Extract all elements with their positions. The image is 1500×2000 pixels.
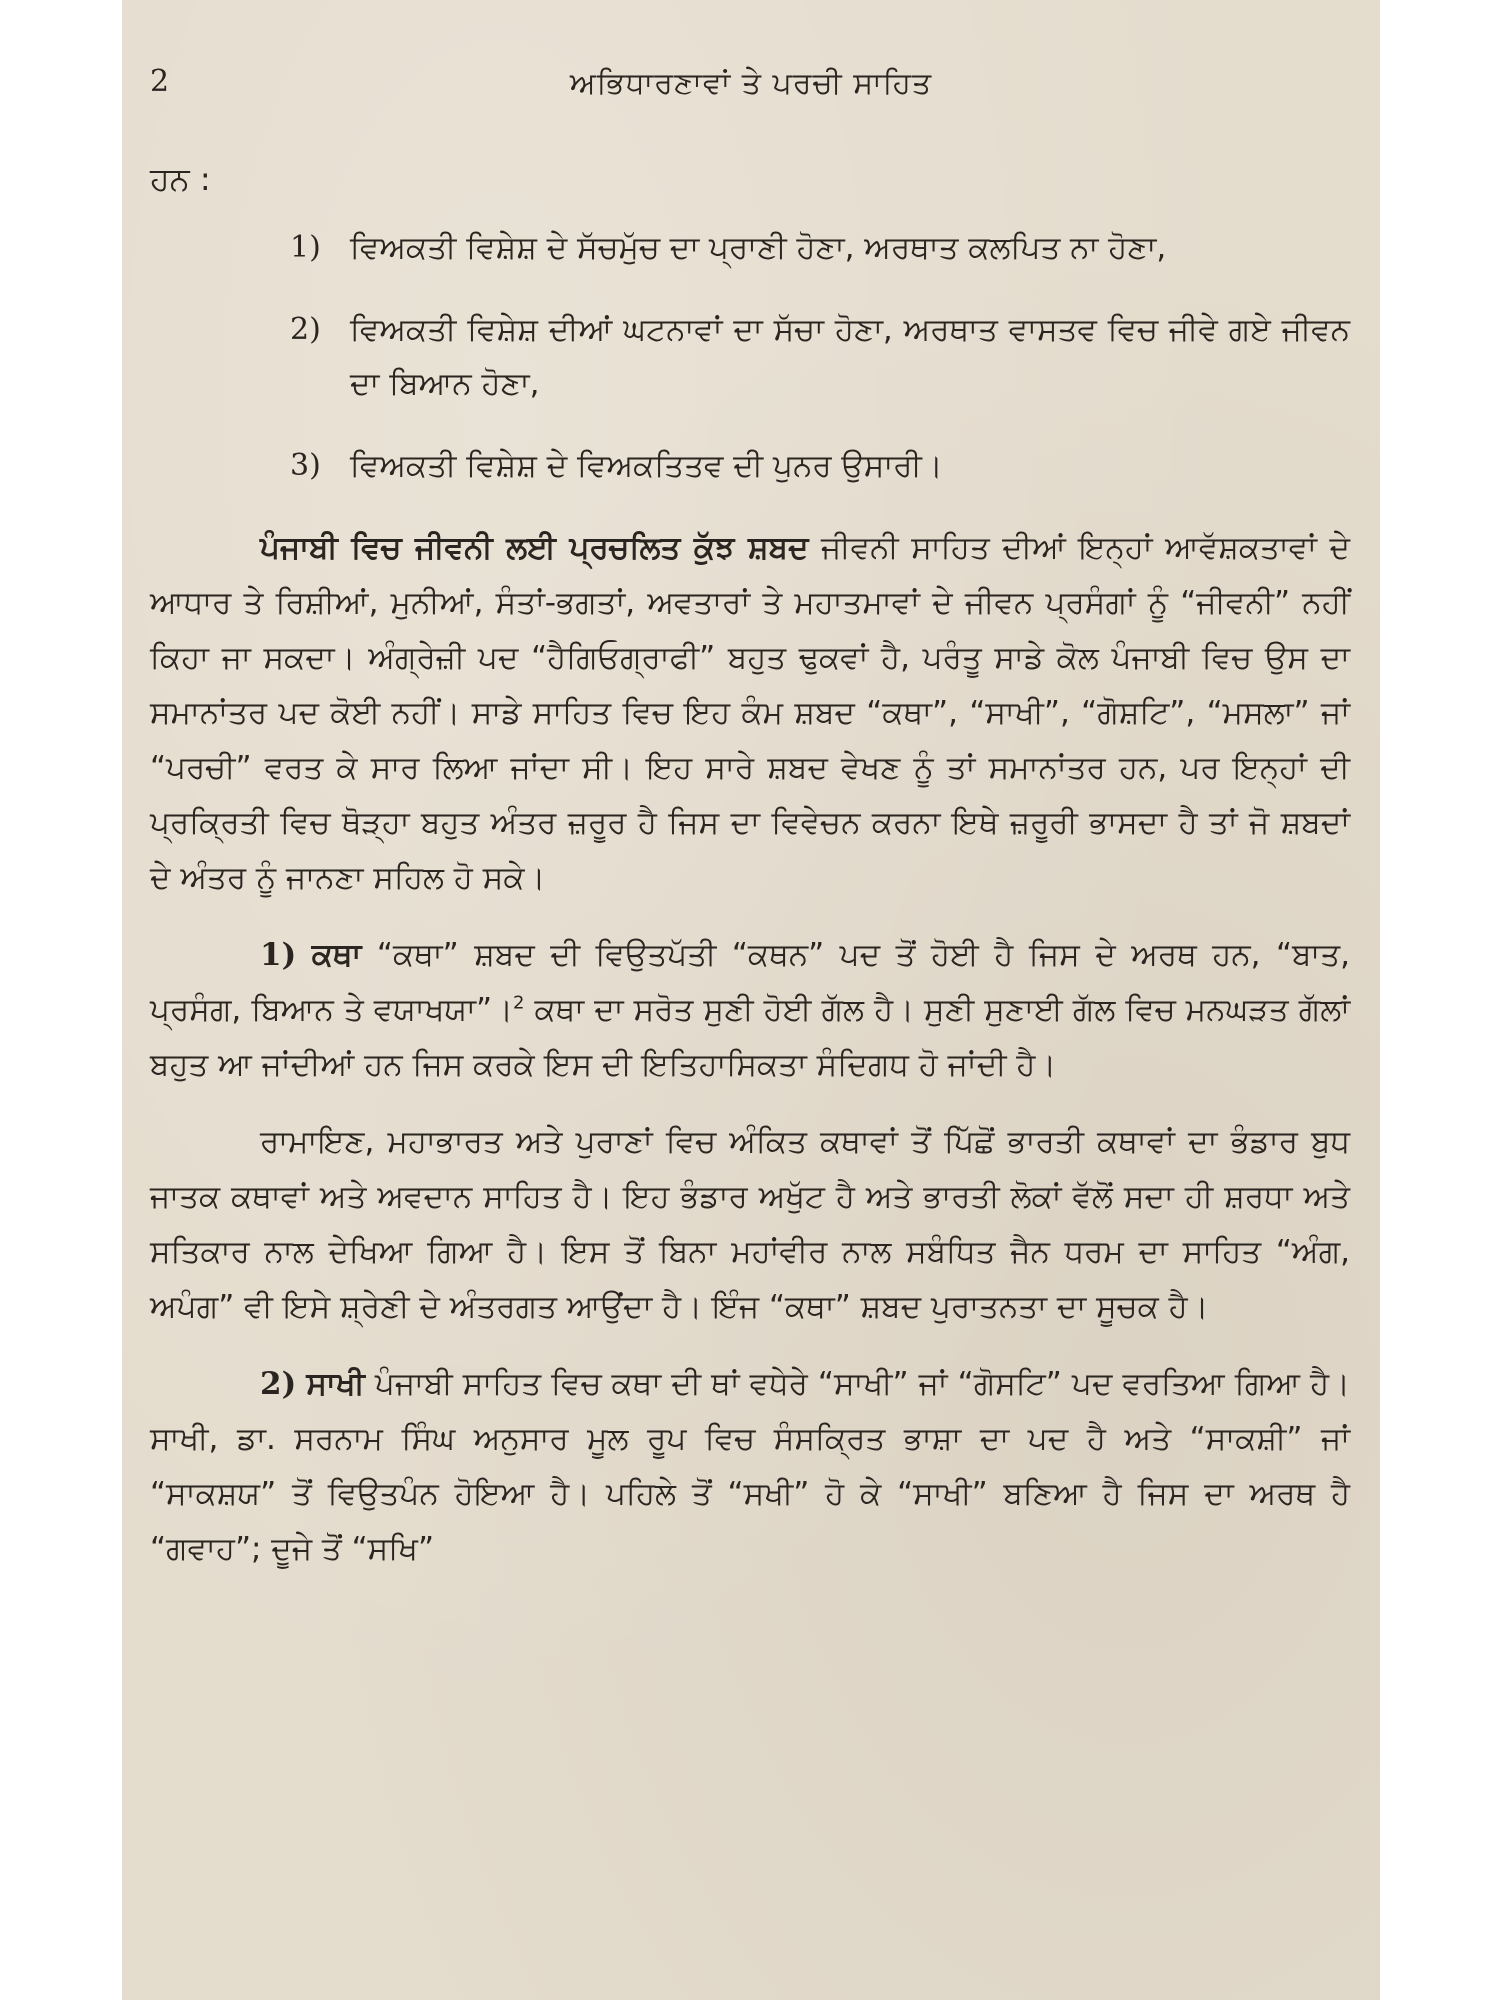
- list-item-number: 2): [290, 312, 321, 347]
- term-heading: ਕਥਾ: [311, 937, 362, 973]
- page-number: 2: [150, 64, 170, 99]
- term-heading: ਸਾਖੀ: [306, 1366, 365, 1402]
- paragraph-text: ਪੰਜਾਬੀ ਸਾਹਿਤ ਵਿਚ ਕਥਾ ਦੀ ਥਾਂ ਵਧੇਰੇ “ਸਾਖੀ” ਜਾਂ “ਗੋਸਟਿ” ਪਦ ਵਰਤਿਆ ਗਿਆ ਹੈ। ਸਾਖੀ, ਡਾ. ਸਰਨਾਮ ਸਿੰਘ ਅਨੁਸਾਰ ਮੂਲ ਰੂਪ ਵਿਚ ਸੰਸਕ੍ਰਿਤ ਭਾਸ਼ਾ ਦਾ ਪਦ ਹੈ ਅਤੇ “ਸਾਕਸ਼ੀ” ਜਾਂ “ਸਾਕਸ਼ਯ” ਤੋਂ ਵਿਉਤਪੰਨ ਹੋਇਆ ਹੈ। ਪਹਿਲੇ ਤੋਂ “ਸਖੀ” ਹੋ ਕੇ “ਸਾਖੀ” ਬਣਿਆ ਹੈ ਜਿਸ ਦਾ ਅਰਥ ਹੈ “ਗਵਾਹ”; ਦੂਜੇ ਤੋਂ “ਸਖਿ”: [150, 1366, 1351, 1567]
- list-item: [290, 221, 1350, 275]
- requirements-list: [150, 221, 1350, 493]
- section-number: 1): [260, 937, 297, 973]
- paragraph-text: ਰਾਮਾਇਣ, ਮਹਾਭਾਰਤ ਅਤੇ ਪੁਰਾਣਾਂ ਵਿਚ ਅੰਕਿਤ ਕਥਾਵਾਂ ਤੋਂ ਪਿੱਛੋਂ ਭਾਰਤੀ ਕਥਾਵਾਂ ਦਾ ਭੰਡਾਰ ਬੁਧ ਜਾਤਕ ਕਥਾਵਾਂ ਅਤੇ ਅਵਦਾਨ ਸਾਹਿਤ ਹੈ। ਇਹ ਭੰਡਾਰ ਅਖੁੱਟ ਹੈ ਅਤੇ ਭਾਰਤੀ ਲੋਕਾਂ ਵੱਲੋਂ ਸਦਾ ਹੀ ਸ਼ਰਧਾ ਅਤੇ ਸਤਿਕਾਰ ਨਾਲ ਦੇਖਿਆ ਗਿਆ ਹੈ। ਇਸ ਤੋਂ ਬਿਨਾ ਮਹਾਂਵੀਰ ਨਾਲ ਸਬੰਧਿਤ ਜੈਨ ਧਰਮ ਦਾ ਸਾਹਿਤ “ਅੰਗ, ਅਪੰਗ” ਵੀ ਇਸੇ ਸ਼੍ਰੇਣੀ ਦੇ ਅੰਤਰਗਤ ਆਉਂਦਾ ਹੈ। ਇੰਜ “ਕਥਾ” ਸ਼ਬਦ ਪੁਰਾਤਨਤਾ ਦਾ ਸੂਚਕ ਹੈ।: [150, 1124, 1350, 1325]
- lead-text: ਹਨ :: [150, 160, 211, 198]
- section-number: 2): [260, 1366, 297, 1402]
- paragraph-terms: [150, 521, 1350, 906]
- list-item-text: ਵਿਅਕਤੀ ਵਿਸ਼ੇਸ਼ ਦੀਆਂ ਘਟਨਾਵਾਂ ਦਾ ਸੱਚਾ ਹੋਣਾ, ਅਰਥਾਤ ਵਾਸਤਵ ਵਿਚ ਜੀਵੇ ਗਏ ਜੀਵਨ ਦਾ ਬਿਆਨ ਹੋਣਾ,: [350, 312, 1350, 402]
- list-item-text: ਵਿਅਕਤੀ ਵਿਸ਼ੇਸ਼ ਦੇ ਵਿਅਕਤਿਤਵ ਦੀ ਪੁਨਰ ਉਸਾਰੀ।: [350, 448, 943, 484]
- book-page: [122, 0, 1380, 2000]
- running-title: ਅਭਿਧਾਰਣਾਵਾਂ ਤੇ ਪਰਚੀ ਸਾਹਿਤ: [569, 66, 933, 101]
- section-heading: ਪੰਜਾਬੀ ਵਿਚ ਜੀਵਨੀ ਲਈ ਪ੍ਰਚਲਿਤ ਕੁੱਝ ਸ਼ਬਦ: [260, 530, 809, 566]
- list-item: [290, 439, 1350, 493]
- paragraph-text: ਜੀਵਨੀ ਸਾਹਿਤ ਦੀਆਂ ਇਨ੍ਹਾਂ ਆਵੱਸ਼ਕਤਾਵਾਂ ਦੇ ਆਧਾਰ ਤੇ ਰਿਸ਼ੀਆਂ, ਮੁਨੀਆਂ, ਸੰਤਾਂ-ਭਗਤਾਂ, ਅਵਤਾਰਾਂ ਤੇ ਮਹਾਤਮਾਵਾਂ ਦੇ ਜੀਵਨ ਪ੍ਰਸੰਗਾਂ ਨੂੰ “ਜੀਵਨੀ” ਨਹੀਂ ਕਿਹਾ ਜਾ ਸਕਦਾ। ਅੰਗ੍ਰੇਜ਼ੀ ਪਦ “ਹੈਗਿਓਗ੍ਰਾਫੀ” ਬਹੁਤ ਢੁਕਵਾਂ ਹੈ, ਪਰੰਤੂ ਸਾਡੇ ਕੋਲ ਪੰਜਾਬੀ ਵਿਚ ਉਸ ਦਾ ਸਮਾਨਾਂਤਰ ਪਦ ਕੋਈ ਨਹੀਂ। ਸਾਡੇ ਸਾਹਿਤ ਵਿਚ ਇਹ ਕੰਮ ਸ਼ਬਦ “ਕਥਾ”, “ਸਾਖੀ”, “ਗੋਸ਼ਟਿ”, “ਮਸਲਾ” ਜਾਂ “ਪਰਚੀ” ਵਰਤ ਕੇ ਸਾਰ ਲਿਆ ਜਾਂਦਾ ਸੀ। ਇਹ ਸਾਰੇ ਸ਼ਬਦ ਵੇਖਣ ਨੂੰ ਤਾਂ ਸਮਾਨਾਂਤਰ ਹਨ, ਪਰ ਇਨ੍ਹਾਂ ਦੀ ਪ੍ਰਕ੍ਰਿਤੀ ਵਿਚ ਥੋੜ੍ਹਾ ਬਹੁਤ ਅੰਤਰ ਜ਼ਰੂਰ ਹੈ ਜਿਸ ਦਾ ਵਿਵੇਚਨ ਕਰਨਾ ਇਥੇ ਜ਼ਰੂਰੀ ਭਾਸਦਾ ਹੈ ਤਾਂ ਜੋ ਸ਼ਬਦਾਂ ਦੇ ਅੰਤਰ ਨੂੰ ਜਾਨਣਾ ਸਹਿਲ ਹੋ ਸਕੇ।: [150, 530, 1351, 896]
- list-item-text: ਵਿਅਕਤੀ ਵਿਸ਼ੇਸ਼ ਦੇ ਸੱਚਮੁੱਚ ਦਾ ਪ੍ਰਾਣੀ ਹੋਣਾ, ਅਰਥਾਤ ਕਲਪਿਤ ਨਾ ਹੋਣਾ,: [350, 230, 1167, 266]
- page-body: [150, 160, 1350, 1599]
- paragraph-text: “ਕਥਾ” ਸ਼ਬਦ ਦੀ ਵਿਉਤਪੱਤੀ “ਕਥਨ” ਪਦ ਤੋਂ ਹੋਈ ਹੈ ਜਿਸ ਦੇ ਅਰਥ ਹਨ, “ਬਾਤ, ਪ੍ਰਸੰਗ, ਬਿਆਨ ਤੇ ਵਯਾਖਯਾ”।: [150, 937, 1350, 1028]
- paragraph-katha-sources: [150, 1115, 1350, 1335]
- paragraph-sakhi: [150, 1357, 1350, 1577]
- paragraph-katha: [150, 928, 1350, 1093]
- footnote-marker: 2: [512, 992, 525, 1014]
- list-item-number: 3): [290, 448, 321, 483]
- list-item-number: 1): [290, 230, 321, 265]
- running-header: [122, 62, 1380, 102]
- list-item: [290, 303, 1350, 411]
- paragraph-text: ਕਥਾ ਦਾ ਸਰੋਤ ਸੁਣੀ ਹੋਈ ਗੱਲ ਹੈ। ਸੁਣੀ ਸੁਣਾਈ ਗੱਲ ਵਿਚ ਮਨਘੜਤ ਗੱਲਾਂ ਬਹੁਤ ਆ ਜਾਂਦੀਆਂ ਹਨ ਜਿਸ ਕਰਕੇ ਇਸ ਦੀ ਇਤਿਹਾਸਿਕਤਾ ਸੰਦਿਗਧ ਹੋ ਜਾਂਦੀ ਹੈ।: [150, 992, 1350, 1083]
